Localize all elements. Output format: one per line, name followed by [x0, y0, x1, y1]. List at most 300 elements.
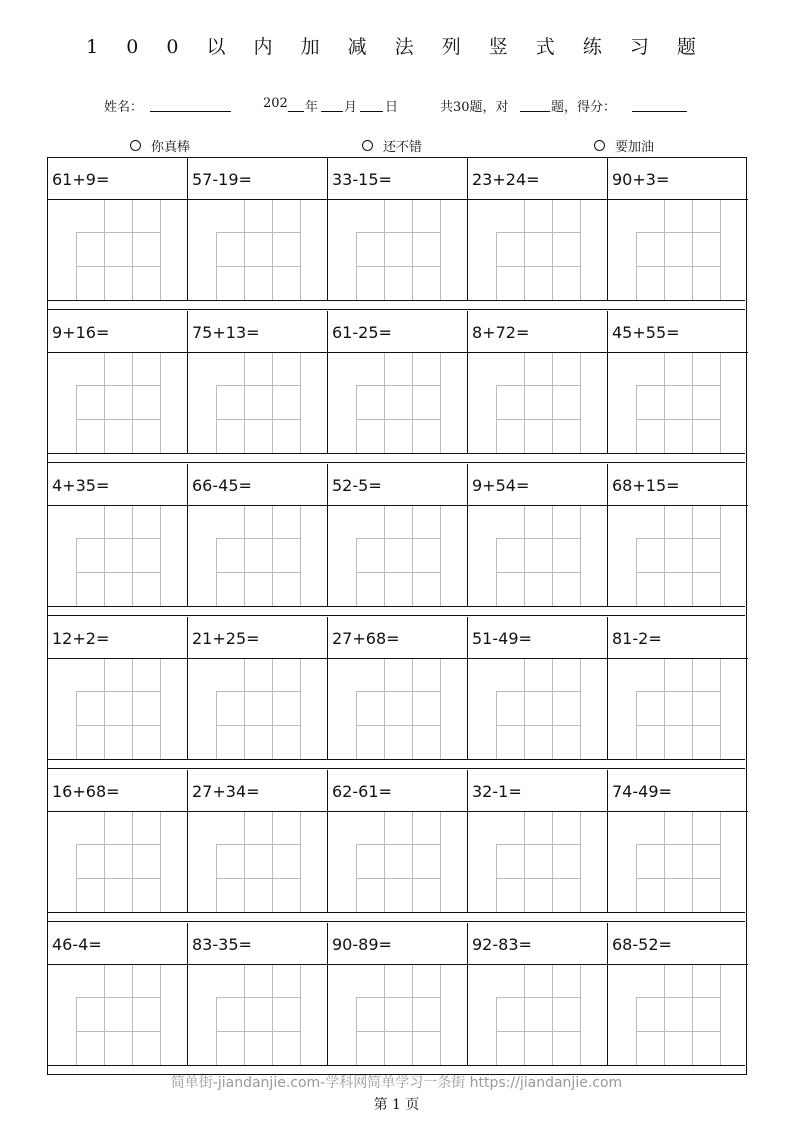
vertical-calc-grid[interactable]: [216, 659, 300, 759]
grid-line-vertical: [580, 659, 581, 759]
grid-line-vertical: [580, 353, 581, 453]
grid-line-vertical: [132, 506, 133, 606]
grid-line-vertical: [440, 353, 441, 453]
grid-line-horizontal: [496, 725, 580, 726]
work-area[interactable]: [608, 965, 748, 1065]
vertical-calc-grid[interactable]: [76, 353, 160, 453]
work-area[interactable]: [468, 200, 607, 300]
equation-area: [608, 617, 748, 659]
correct-suffix: 题，得分：: [551, 100, 617, 115]
problem-cell: [48, 464, 188, 606]
grid-line-horizontal: [76, 844, 160, 845]
rating-option-good[interactable]: [362, 136, 422, 155]
grid-line-vertical: [692, 965, 693, 1065]
grid-line-vertical: [552, 200, 553, 300]
grid-line-vertical: [300, 200, 301, 300]
grid-line-horizontal: [216, 878, 300, 879]
grid-line-horizontal: [356, 232, 440, 233]
vertical-calc-grid[interactable]: [216, 353, 300, 453]
equation-area: [188, 158, 327, 200]
work-area[interactable]: [328, 659, 467, 759]
year-label: 年: [305, 100, 319, 115]
equation-text: 16+68=: [52, 782, 120, 801]
equation-area: [468, 464, 607, 506]
vertical-calc-grid[interactable]: [216, 506, 300, 606]
grid-line-horizontal: [496, 691, 580, 692]
work-area[interactable]: [188, 965, 327, 1065]
grid-line-horizontal: [636, 844, 720, 845]
grid-line-horizontal: [76, 1031, 160, 1032]
problem-cell: [608, 464, 748, 606]
equation-area: [328, 617, 467, 659]
problem-cell: [188, 770, 328, 912]
problem-cell: [328, 464, 468, 606]
equation-text: 27+34=: [192, 782, 260, 801]
grid-line-vertical: [272, 965, 273, 1065]
equation-text: 83-35=: [192, 935, 252, 954]
year-blank[interactable]: [288, 111, 304, 112]
equation-area: [328, 464, 467, 506]
work-area[interactable]: [468, 506, 607, 606]
grid-line-horizontal: [216, 997, 300, 998]
grid-line-horizontal: [496, 538, 580, 539]
grid-line-vertical: [552, 812, 553, 912]
equation-text: 68-52=: [612, 935, 672, 954]
grid-line-horizontal: [496, 385, 580, 386]
grid-line-horizontal: [216, 538, 300, 539]
grid-line-horizontal: [216, 232, 300, 233]
grid-line-vertical: [160, 506, 161, 606]
work-area[interactable]: [328, 353, 467, 453]
correct-count-blank[interactable]: [520, 111, 550, 112]
grid-line-vertical: [384, 812, 385, 912]
work-area[interactable]: [328, 812, 467, 912]
equation-area: [328, 311, 467, 353]
problem-cell: [328, 770, 468, 912]
problem-cell: [328, 923, 468, 1065]
work-area[interactable]: [188, 200, 327, 300]
grid-line-horizontal: [356, 725, 440, 726]
equation-text: 46-4=: [52, 935, 102, 954]
vertical-calc-grid[interactable]: [76, 812, 160, 912]
grid-line-vertical: [440, 812, 441, 912]
equation-area: [188, 311, 327, 353]
grid-line-vertical: [160, 200, 161, 300]
problem-cell: [468, 311, 608, 453]
grid-line-horizontal: [76, 878, 160, 879]
grid-line-vertical: [412, 200, 413, 300]
day-blank[interactable]: [360, 111, 383, 112]
grid-line-vertical: [412, 353, 413, 453]
rating-option-great[interactable]: [130, 136, 190, 155]
equation-text: 8+72=: [472, 323, 530, 342]
grid-line-vertical: [300, 659, 301, 759]
grid-line-vertical: [412, 812, 413, 912]
equation-area: [608, 464, 748, 506]
vertical-calc-grid[interactable]: [496, 965, 580, 1065]
grid-line-vertical: [132, 353, 133, 453]
day-label: 日: [385, 100, 399, 115]
grid-line-horizontal: [356, 572, 440, 573]
row-separator: [48, 606, 745, 607]
grid-line-vertical: [244, 659, 245, 759]
grid-line-vertical: [692, 506, 693, 606]
equation-text: 68+15=: [612, 476, 680, 495]
problem-row: [48, 311, 745, 453]
work-area[interactable]: [608, 812, 748, 912]
grid-line-horizontal: [76, 266, 160, 267]
equation-text: 52-5=: [332, 476, 382, 495]
equation-area: [468, 158, 607, 200]
grid-line-vertical: [244, 353, 245, 453]
grid-line-vertical: [692, 659, 693, 759]
equation-text: 33-15=: [332, 170, 392, 189]
grid-line-horizontal: [496, 232, 580, 233]
vertical-calc-grid[interactable]: [356, 812, 440, 912]
circle-icon[interactable]: [362, 140, 373, 151]
work-area[interactable]: [468, 659, 607, 759]
grid-line-vertical: [664, 965, 665, 1065]
vertical-calc-grid[interactable]: [76, 506, 160, 606]
rating-label: 要加油: [615, 140, 655, 155]
grid-line-horizontal: [216, 385, 300, 386]
vertical-calc-grid[interactable]: [636, 965, 720, 1065]
equation-area: [48, 464, 187, 506]
grid-line-vertical: [384, 200, 385, 300]
grid-line-horizontal: [76, 385, 160, 386]
work-area[interactable]: [608, 200, 748, 300]
work-area[interactable]: [468, 353, 607, 453]
grid-line-vertical: [300, 506, 301, 606]
row-separator: [48, 462, 745, 463]
grid-line-vertical: [552, 965, 553, 1065]
row-separator: [48, 453, 745, 454]
equation-text: 74-49=: [612, 782, 672, 801]
problem-cell: [608, 770, 748, 912]
grid-line-vertical: [132, 812, 133, 912]
row-separator: [48, 912, 745, 913]
problem-cell: [48, 617, 188, 759]
work-area[interactable]: [48, 812, 187, 912]
equation-text: 27+68=: [332, 629, 400, 648]
grid-line-vertical: [720, 965, 721, 1065]
total-label: 共30题，对: [440, 100, 509, 115]
work-area[interactable]: [188, 506, 327, 606]
rating-label: 你真棒: [151, 140, 191, 155]
grid-line-vertical: [132, 659, 133, 759]
grid-line-vertical: [104, 353, 105, 453]
grid-line-vertical: [132, 200, 133, 300]
month-blank[interactable]: [321, 111, 343, 112]
problem-row: [48, 617, 745, 759]
equation-area: [468, 311, 607, 353]
problem-cell: [328, 311, 468, 453]
equation-area: [188, 923, 327, 965]
grid-line-vertical: [300, 965, 301, 1065]
grid-line-vertical: [692, 353, 693, 453]
grid-line-horizontal: [216, 725, 300, 726]
grid-line-vertical: [244, 965, 245, 1065]
grid-line-horizontal: [356, 691, 440, 692]
vertical-calc-grid[interactable]: [636, 200, 720, 300]
grid-line-horizontal: [76, 419, 160, 420]
grid-line-horizontal: [496, 878, 580, 879]
work-area[interactable]: [608, 659, 748, 759]
problem-row: [48, 770, 745, 912]
vertical-calc-grid[interactable]: [496, 200, 580, 300]
equation-area: [188, 617, 327, 659]
work-area[interactable]: [608, 506, 748, 606]
page-title: 1 0 0 以 内 加 减 法 列 竖 式 练 习 题: [86, 36, 707, 58]
vertical-calc-grid[interactable]: [636, 812, 720, 912]
grid-line-horizontal: [356, 385, 440, 386]
row-separator: [48, 768, 745, 769]
grid-line-vertical: [412, 965, 413, 1065]
grid-line-vertical: [272, 659, 273, 759]
problem-row: [48, 923, 745, 1065]
grid-line-vertical: [244, 506, 245, 606]
vertical-calc-grid[interactable]: [636, 506, 720, 606]
grid-line-horizontal: [356, 1031, 440, 1032]
grid-line-vertical: [300, 812, 301, 912]
grid-line-vertical: [440, 965, 441, 1065]
grid-line-vertical: [160, 353, 161, 453]
grid-line-horizontal: [636, 878, 720, 879]
grid-line-vertical: [160, 965, 161, 1065]
grid-line-vertical: [720, 506, 721, 606]
equation-text: 9+16=: [52, 323, 110, 342]
problem-cell: [468, 158, 608, 300]
problem-row: [48, 464, 745, 606]
equation-area: [48, 617, 187, 659]
grid-line-horizontal: [496, 1031, 580, 1032]
grid-line-vertical: [580, 812, 581, 912]
problem-cell: [188, 617, 328, 759]
equation-area: [188, 770, 327, 812]
grid-line-vertical: [720, 659, 721, 759]
grid-line-horizontal: [216, 572, 300, 573]
grid-line-horizontal: [356, 878, 440, 879]
vertical-calc-grid[interactable]: [496, 506, 580, 606]
grid-line-vertical: [664, 200, 665, 300]
grid-line-horizontal: [356, 266, 440, 267]
grid-line-vertical: [720, 200, 721, 300]
work-area[interactable]: [48, 506, 187, 606]
problem-cell: [188, 923, 328, 1065]
grid-line-horizontal: [496, 419, 580, 420]
grid-line-vertical: [244, 812, 245, 912]
grid-line-vertical: [524, 506, 525, 606]
equation-text: 4+35=: [52, 476, 110, 495]
grid-line-vertical: [552, 353, 553, 453]
grid-line-vertical: [664, 812, 665, 912]
equation-text: 61+9=: [52, 170, 110, 189]
vertical-calc-grid[interactable]: [216, 965, 300, 1065]
vertical-calc-grid[interactable]: [216, 200, 300, 300]
vertical-calc-grid[interactable]: [496, 812, 580, 912]
equation-text: 12+2=: [52, 629, 110, 648]
equation-text: 66-45=: [192, 476, 252, 495]
year-prefix: 202: [263, 96, 288, 111]
work-area[interactable]: [328, 506, 467, 606]
equation-text: 45+55=: [612, 323, 680, 342]
work-area[interactable]: [48, 353, 187, 453]
vertical-calc-grid[interactable]: [76, 200, 160, 300]
vertical-calc-grid[interactable]: [636, 659, 720, 759]
grid-line-horizontal: [636, 997, 720, 998]
vertical-calc-grid[interactable]: [356, 506, 440, 606]
problem-cell: [328, 617, 468, 759]
equation-text: 57-19=: [192, 170, 252, 189]
grid-line-vertical: [104, 506, 105, 606]
work-area[interactable]: [188, 353, 327, 453]
problem-cell: [468, 464, 608, 606]
grid-line-horizontal: [216, 419, 300, 420]
equation-area: [608, 311, 748, 353]
grid-line-horizontal: [76, 232, 160, 233]
grid-line-vertical: [524, 659, 525, 759]
grid-line-vertical: [720, 812, 721, 912]
equation-area: [468, 617, 607, 659]
equation-area: [468, 923, 607, 965]
grid-line-horizontal: [636, 691, 720, 692]
problem-cell: [608, 311, 748, 453]
grid-line-vertical: [580, 506, 581, 606]
row-separator: [48, 921, 745, 922]
month-label: 月: [344, 100, 358, 115]
grid-line-vertical: [580, 200, 581, 300]
grid-line-vertical: [440, 659, 441, 759]
grid-line-vertical: [720, 353, 721, 453]
grid-line-vertical: [552, 506, 553, 606]
problem-cell: [608, 617, 748, 759]
equation-area: [188, 464, 327, 506]
equation-text: 90+3=: [612, 170, 670, 189]
row-separator: [48, 615, 745, 616]
grid-line-vertical: [664, 353, 665, 453]
grid-line-vertical: [412, 659, 413, 759]
name-blank[interactable]: [150, 111, 231, 112]
grid-line-vertical: [384, 965, 385, 1065]
problem-grid: [47, 157, 747, 1075]
equation-area: [608, 923, 748, 965]
work-area[interactable]: [468, 965, 607, 1065]
vertical-calc-grid[interactable]: [496, 659, 580, 759]
equation-area: [468, 770, 607, 812]
grid-line-vertical: [300, 353, 301, 453]
vertical-calc-grid[interactable]: [356, 353, 440, 453]
problem-cell: [188, 464, 328, 606]
equation-text: 51-49=: [472, 629, 532, 648]
grid-line-vertical: [384, 659, 385, 759]
equation-text: 32-1=: [472, 782, 522, 801]
grid-line-vertical: [104, 659, 105, 759]
equation-text: 61-25=: [332, 323, 392, 342]
work-area[interactable]: [468, 812, 607, 912]
grid-line-vertical: [692, 200, 693, 300]
grid-line-vertical: [384, 506, 385, 606]
problem-cell: [328, 158, 468, 300]
work-area[interactable]: [188, 659, 327, 759]
grid-line-vertical: [160, 659, 161, 759]
grid-line-horizontal: [216, 844, 300, 845]
grid-line-vertical: [160, 812, 161, 912]
grid-line-vertical: [524, 200, 525, 300]
problem-cell: [608, 923, 748, 1065]
grid-line-vertical: [692, 812, 693, 912]
vertical-calc-grid[interactable]: [76, 965, 160, 1065]
circle-icon[interactable]: [594, 140, 605, 151]
work-area[interactable]: [608, 353, 748, 453]
grid-line-vertical: [412, 506, 413, 606]
rating-option-try-harder[interactable]: [594, 136, 654, 155]
row-separator: [48, 300, 745, 301]
vertical-calc-grid[interactable]: [356, 659, 440, 759]
vertical-calc-grid[interactable]: [496, 353, 580, 453]
grid-line-horizontal: [496, 266, 580, 267]
grid-line-vertical: [524, 353, 525, 453]
grid-line-horizontal: [356, 419, 440, 420]
page-number: 第 1 页: [373, 1097, 420, 1113]
equation-text: 75+13=: [192, 323, 260, 342]
grid-line-horizontal: [636, 385, 720, 386]
equation-area: [48, 311, 187, 353]
grid-line-vertical: [272, 506, 273, 606]
work-area[interactable]: [328, 965, 467, 1065]
work-area[interactable]: [48, 965, 187, 1065]
work-area[interactable]: [48, 200, 187, 300]
grid-line-vertical: [552, 659, 553, 759]
problem-cell: [188, 158, 328, 300]
grid-line-horizontal: [216, 691, 300, 692]
vertical-calc-grid[interactable]: [76, 659, 160, 759]
equation-text: 21+25=: [192, 629, 260, 648]
grid-line-horizontal: [496, 572, 580, 573]
equation-area: [48, 158, 187, 200]
grid-line-horizontal: [356, 997, 440, 998]
vertical-calc-grid[interactable]: [356, 965, 440, 1065]
grid-line-horizontal: [76, 572, 160, 573]
grid-line-vertical: [664, 659, 665, 759]
grid-line-horizontal: [76, 538, 160, 539]
work-area[interactable]: [48, 659, 187, 759]
equation-text: 23+24=: [472, 170, 540, 189]
grid-line-vertical: [104, 200, 105, 300]
grid-line-horizontal: [76, 997, 160, 998]
work-area[interactable]: [188, 812, 327, 912]
problem-row: [48, 158, 745, 300]
footer-watermark: 简单街-jiandanjie.com-学科网简单学习一条街 https://jiandanjie.com: [170, 1075, 623, 1091]
equation-text: 92-83=: [472, 935, 532, 954]
equation-area: [608, 770, 748, 812]
grid-line-vertical: [272, 353, 273, 453]
problem-cell: [188, 311, 328, 453]
grid-line-horizontal: [216, 266, 300, 267]
problem-cell: [48, 311, 188, 453]
grid-line-horizontal: [636, 419, 720, 420]
circle-icon[interactable]: [130, 140, 141, 151]
vertical-calc-grid[interactable]: [356, 200, 440, 300]
problem-cell: [468, 923, 608, 1065]
grid-line-vertical: [524, 965, 525, 1065]
grid-line-horizontal: [636, 266, 720, 267]
vertical-calc-grid[interactable]: [636, 353, 720, 453]
vertical-calc-grid[interactable]: [216, 812, 300, 912]
work-area[interactable]: [328, 200, 467, 300]
score-blank[interactable]: [632, 111, 687, 112]
problem-cell: [468, 770, 608, 912]
grid-line-vertical: [104, 812, 105, 912]
